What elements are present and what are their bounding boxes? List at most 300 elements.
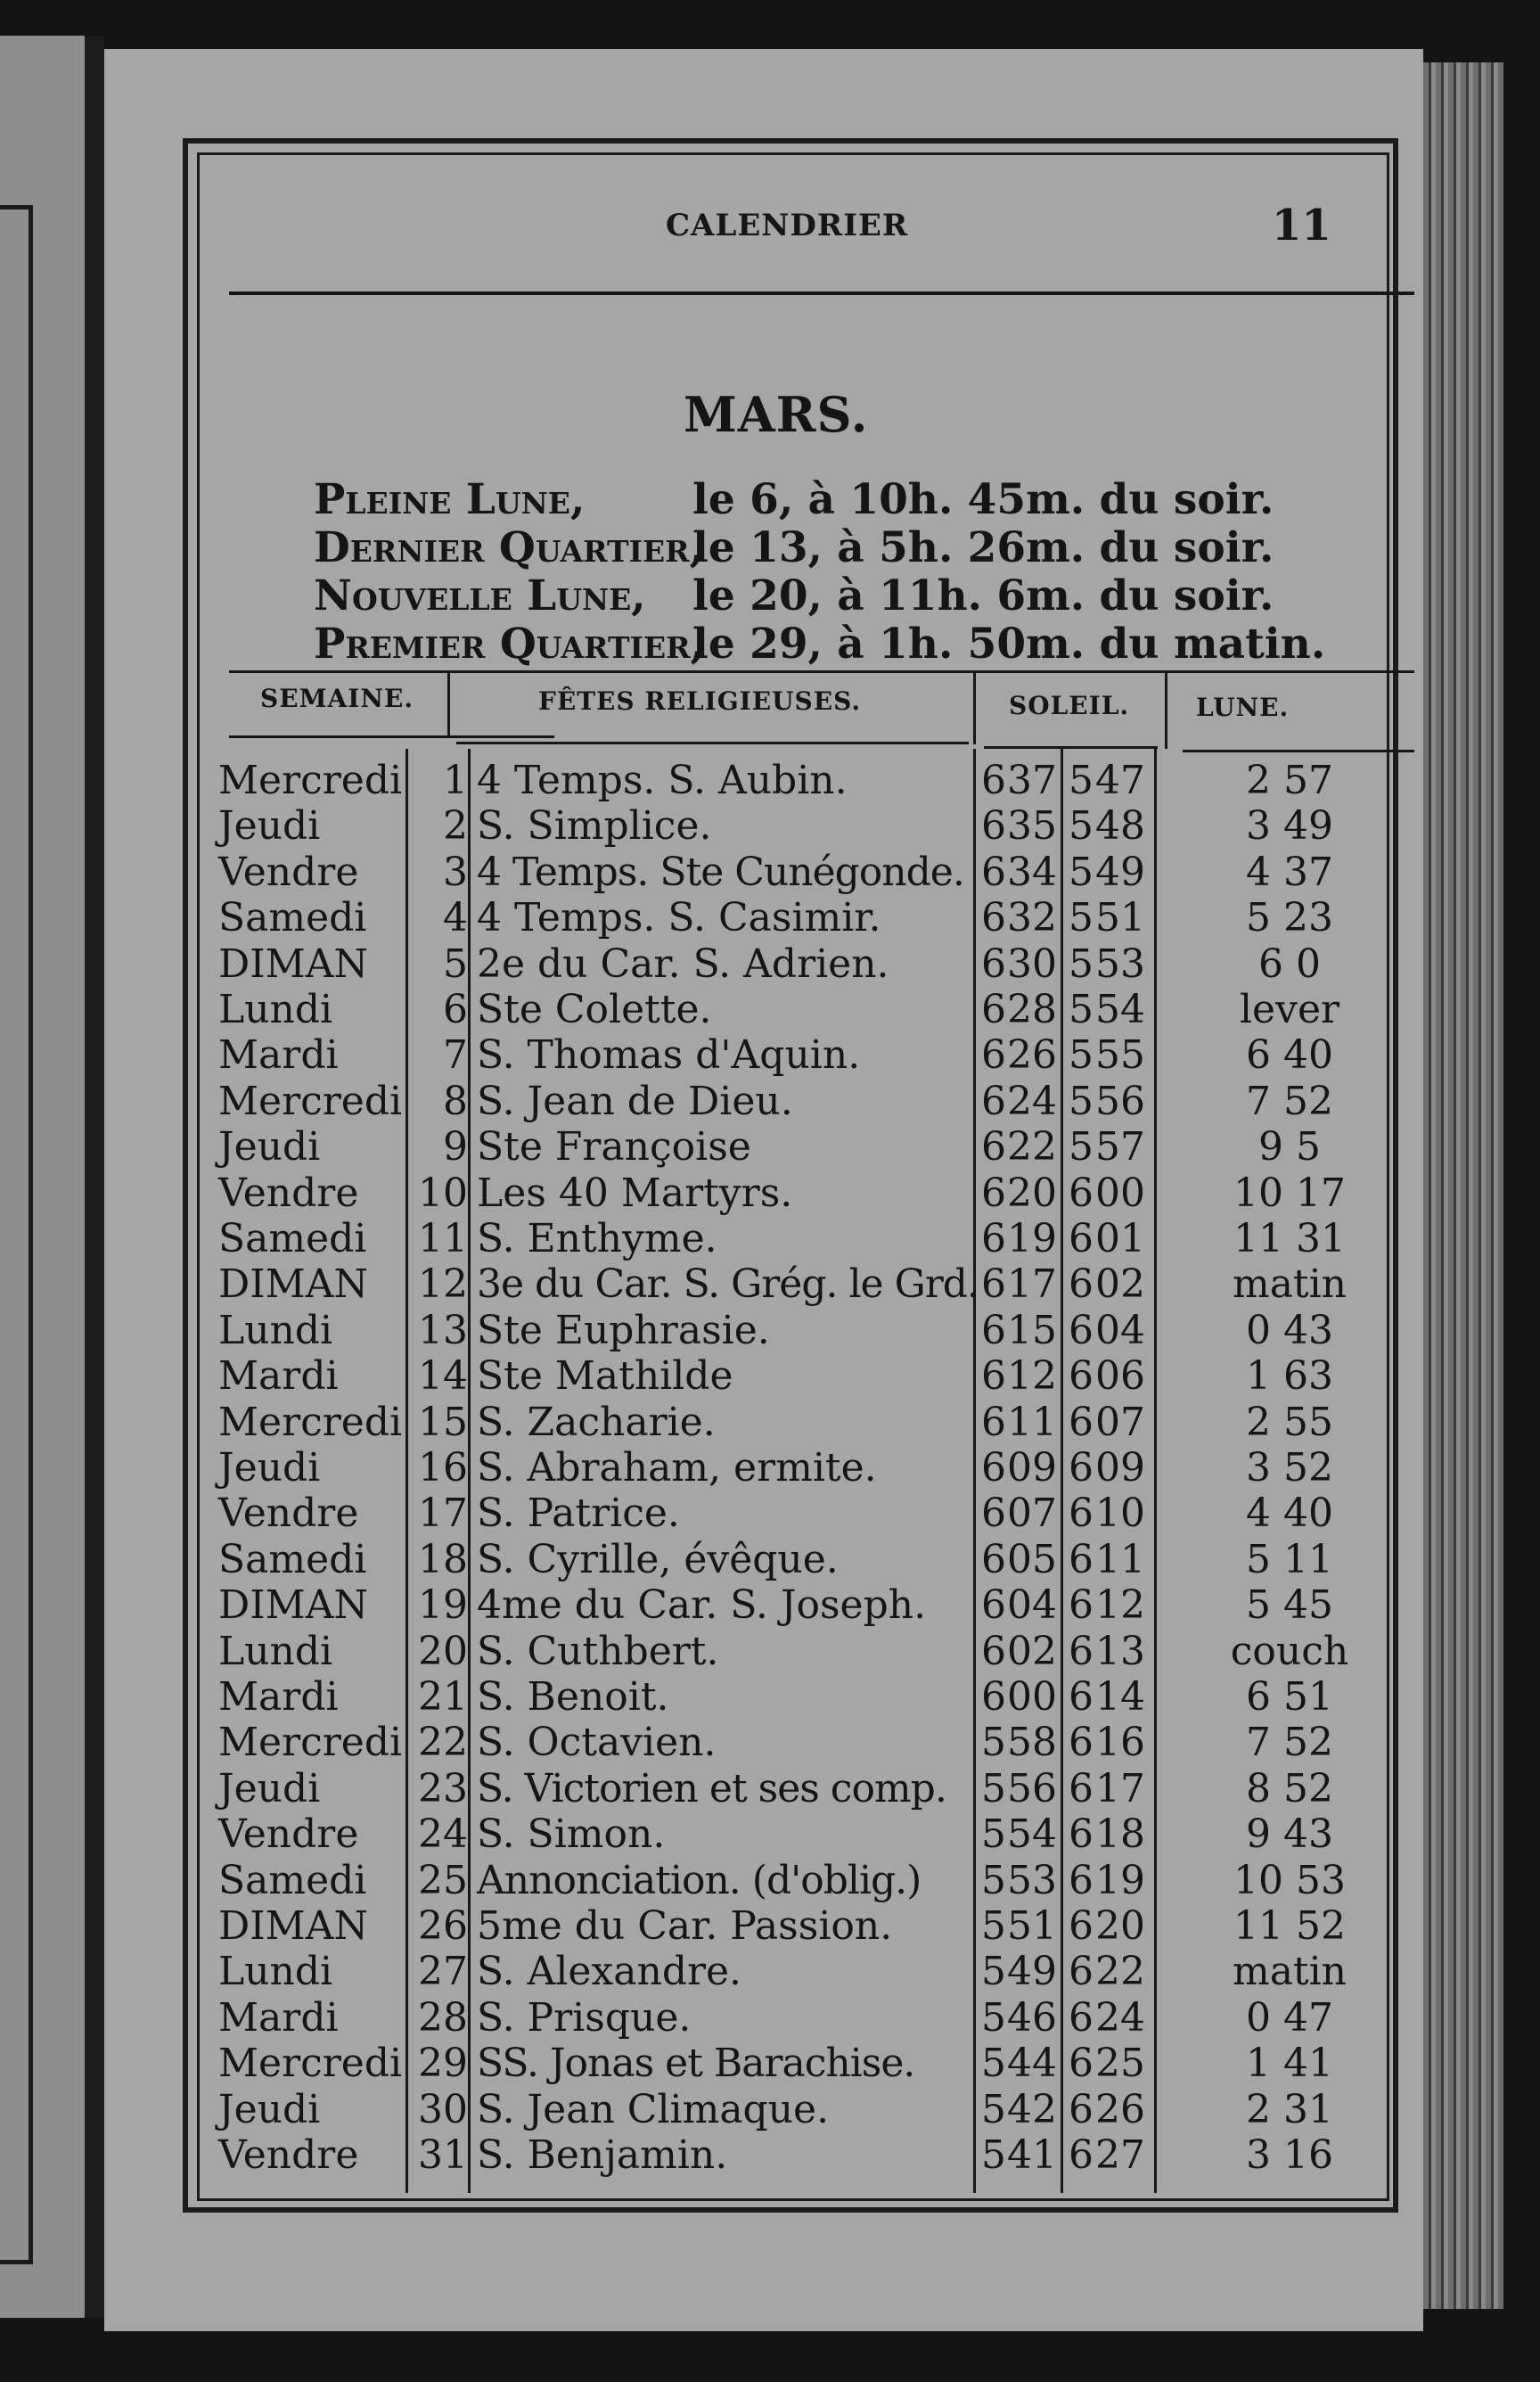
calendar-row	[104, 1124, 1423, 1170]
moon-time-cell: 7 52	[1246, 1078, 1333, 1124]
date-number-cell: 20	[418, 1628, 468, 1674]
sunrise-hour-cell: 5	[981, 1811, 1006, 1858]
sunset-minute-cell: 11	[1095, 1536, 1145, 1582]
feast-cell: S. Benjamin.	[477, 2132, 728, 2178]
sunset-hour-cell: 6	[1069, 1765, 1094, 1811]
weekday-cell: Vendre	[218, 2132, 359, 2178]
feast-cell: S. Prisque.	[477, 1994, 692, 2041]
sunrise-hour-cell: 5	[981, 2086, 1006, 2132]
sunrise-hour-cell: 6	[981, 1307, 1006, 1353]
sunrise-minute-cell: 56	[1007, 1765, 1057, 1811]
sunset-hour-cell: 6	[1069, 2086, 1094, 2132]
weekday-cell: Mercredi	[218, 1399, 403, 1445]
date-number-cell: 22	[418, 1720, 468, 1766]
sunset-minute-cell: 19	[1095, 1857, 1145, 1903]
moon-time-cell: 3 52	[1246, 1445, 1333, 1491]
sunset-minute-cell: 22	[1095, 1949, 1145, 1995]
sunrise-hour-cell: 6	[981, 1170, 1006, 1216]
date-number-cell: 13	[418, 1307, 468, 1353]
col-header-lune: LUNE.	[1196, 693, 1290, 722]
calendar-row	[104, 987, 1423, 1032]
moon-time-cell: 7 52	[1246, 1720, 1333, 1766]
date-number-cell: 15	[418, 1399, 468, 1445]
sunrise-minute-cell: 15	[1007, 1307, 1057, 1353]
sunrise-minute-cell: 51	[1007, 1903, 1057, 1949]
sunrise-hour-cell: 6	[981, 1078, 1006, 1124]
sunrise-minute-cell: 12	[1007, 1353, 1057, 1400]
feast-cell: Annonciation. (d'oblig.)	[477, 1857, 922, 1903]
running-title: CALENDRIER	[666, 208, 909, 243]
moon-phase-date: le 13, à 5h. 26m. du soir.	[692, 523, 1274, 572]
sunset-minute-cell: 53	[1095, 940, 1145, 987]
sunrise-minute-cell: 32	[1007, 895, 1057, 941]
sunrise-hour-cell: 6	[981, 940, 1006, 987]
calendar-row	[104, 2041, 1423, 2086]
weekday-cell: Jeudi	[218, 803, 321, 850]
sunrise-minute-cell: 44	[1007, 2041, 1057, 2087]
sunset-minute-cell: 27	[1095, 2132, 1145, 2178]
sunrise-minute-cell: 58	[1007, 1720, 1057, 1766]
date-number-cell: 4	[443, 895, 468, 941]
feast-cell: S. Zacharie.	[477, 1399, 716, 1445]
date-number-cell: 5	[443, 940, 468, 987]
calendar-row	[104, 1582, 1423, 1628]
sunrise-minute-cell: 00	[1007, 1674, 1057, 1720]
sunrise-hour-cell: 6	[981, 1582, 1006, 1629]
sunrise-minute-cell: 19	[1007, 1216, 1057, 1261]
moon-time-cell: 10 53	[1233, 1857, 1346, 1903]
feast-cell: 4 Temps. S. Casimir.	[477, 895, 881, 941]
sunset-hour-cell: 6	[1069, 1261, 1094, 1308]
sunrise-minute-cell: 41	[1007, 2132, 1057, 2178]
moon-time-cell: 3 16	[1246, 2132, 1333, 2178]
sunset-minute-cell: 13	[1095, 1628, 1145, 1674]
moon-time-cell: 6 0	[1258, 940, 1321, 987]
weekday-cell: Lundi	[218, 1949, 333, 1995]
feast-cell: 3e du Car. S. Grég. le Grd.	[477, 1261, 979, 1308]
sunrise-hour-cell: 5	[981, 1720, 1006, 1766]
moon-phase-line	[314, 571, 1274, 620]
sunset-minute-cell: 57	[1095, 1124, 1145, 1170]
sunrise-minute-cell: 42	[1007, 2086, 1057, 2132]
weekday-cell: Lundi	[218, 1307, 333, 1353]
feast-cell: Ste Mathilde	[477, 1353, 733, 1400]
weekday-cell: Jeudi	[218, 2086, 321, 2132]
calendar-row	[104, 1261, 1423, 1307]
calendar-row	[104, 895, 1423, 940]
sunset-minute-cell: 07	[1095, 1399, 1145, 1445]
weekday-cell: Vendre	[218, 1170, 359, 1216]
sunrise-hour-cell: 6	[981, 1124, 1006, 1170]
moon-phase-line	[314, 620, 1326, 669]
weekday-cell: Jeudi	[218, 1765, 321, 1811]
date-number-cell: 23	[418, 1765, 468, 1811]
sunset-hour-cell: 6	[1069, 1170, 1094, 1216]
moon-phase-line	[314, 475, 1274, 524]
feast-cell: S. Jean Climaque.	[477, 2086, 830, 2132]
weekday-cell: Mardi	[218, 1994, 339, 2041]
sunrise-hour-cell: 5	[981, 2041, 1006, 2087]
weekday-cell: Vendre	[218, 849, 359, 895]
sunset-minute-cell: 14	[1095, 1674, 1145, 1720]
sunrise-hour-cell: 6	[981, 758, 1006, 803]
calendar-row	[104, 941, 1423, 987]
moon-time-cell: 8 52	[1246, 1765, 1333, 1811]
sunrise-minute-cell: 07	[1007, 1491, 1057, 1537]
header-underline-lune	[1183, 750, 1414, 752]
moon-time-cell: lever	[1239, 987, 1340, 1032]
page-number: 11	[1272, 201, 1331, 251]
moon-time-cell: 9 43	[1246, 1811, 1333, 1858]
sunset-minute-cell: 20	[1095, 1903, 1145, 1949]
calendar-row	[104, 1720, 1423, 1765]
weekday-cell: DIMAN	[218, 940, 368, 987]
calendar-row	[104, 1079, 1423, 1124]
sunset-minute-cell: 56	[1095, 1078, 1145, 1124]
sunrise-minute-cell: 02	[1007, 1628, 1057, 1674]
sunrise-hour-cell: 6	[981, 1261, 1006, 1308]
header-underline-soleil	[984, 746, 1158, 749]
sunset-hour-cell: 5	[1069, 940, 1094, 987]
sunrise-hour-cell: 6	[981, 1353, 1006, 1400]
sunrise-hour-cell: 5	[981, 1903, 1006, 1949]
weekday-cell: Lundi	[218, 1628, 333, 1674]
sunrise-hour-cell: 6	[981, 1491, 1006, 1537]
feast-cell: S. Thomas d'Aquin.	[477, 1032, 861, 1079]
sunrise-minute-cell: 17	[1007, 1261, 1057, 1308]
moon-time-cell: couch	[1230, 1628, 1349, 1674]
weekday-cell: Samedi	[218, 1216, 367, 1261]
calendar-row	[104, 1491, 1423, 1536]
col-header-semaine: SEMAINE.	[260, 684, 414, 713]
sunset-minute-cell: 10	[1095, 1491, 1145, 1537]
feast-cell: S. Cuthbert.	[477, 1628, 719, 1674]
moon-phase-name: Dernier Quartier,	[314, 523, 704, 572]
col-header-fetes: FÊTES RELIGIEUSES.	[538, 686, 862, 716]
facing-page-edge	[0, 36, 85, 2318]
col-header-soleil: SOLEIL.	[1009, 691, 1130, 720]
moon-phase-name: Pleine Lune,	[314, 475, 586, 524]
sunset-hour-cell: 6	[1069, 1949, 1094, 1995]
feast-cell: S. Jean de Dieu.	[477, 1078, 793, 1124]
sunset-hour-cell: 6	[1069, 1216, 1094, 1261]
facing-page-frame	[0, 205, 33, 2264]
calendar-row	[104, 850, 1423, 895]
sunrise-minute-cell: 46	[1007, 1994, 1057, 2041]
sunset-hour-cell: 5	[1069, 895, 1094, 941]
weekday-cell: DIMAN	[218, 1261, 368, 1308]
sunset-minute-cell: 47	[1095, 758, 1145, 803]
sunrise-hour-cell: 6	[981, 987, 1006, 1032]
date-number-cell: 26	[418, 1903, 468, 1949]
moon-time-cell: 1 63	[1246, 1353, 1333, 1400]
feast-cell: S. Patrice.	[477, 1491, 680, 1537]
sunrise-minute-cell: 54	[1007, 1811, 1057, 1858]
calendar-row	[104, 1858, 1423, 1903]
feast-cell: Ste Colette.	[477, 987, 712, 1032]
moon-time-cell: 4 37	[1246, 849, 1333, 895]
moon-time-cell: 2 57	[1246, 758, 1333, 803]
sunset-hour-cell: 6	[1069, 1582, 1094, 1629]
sunset-minute-cell: 55	[1095, 1032, 1145, 1079]
calendar-row	[104, 1674, 1423, 1720]
sunrise-minute-cell: 04	[1007, 1582, 1057, 1629]
sunset-minute-cell: 12	[1095, 1582, 1145, 1629]
weekday-cell: DIMAN	[218, 1903, 368, 1949]
sunrise-hour-cell: 6	[981, 1216, 1006, 1261]
sunset-minute-cell: 01	[1095, 1216, 1145, 1261]
moon-time-cell: 6 40	[1246, 1032, 1333, 1079]
sunset-minute-cell: 26	[1095, 2086, 1145, 2132]
sunset-minute-cell: 51	[1095, 895, 1145, 941]
month-title: MARS.	[684, 386, 869, 443]
sunset-minute-cell: 04	[1095, 1307, 1145, 1353]
weekday-cell: Mercredi	[218, 2041, 403, 2087]
calendar-row	[104, 803, 1423, 849]
sunset-hour-cell: 6	[1069, 2041, 1094, 2087]
date-number-cell: 8	[443, 1078, 468, 1124]
feast-cell: 4me du Car. S. Joseph.	[477, 1582, 927, 1629]
date-number-cell: 29	[418, 2041, 468, 2087]
moon-time-cell: 6 51	[1246, 1674, 1333, 1720]
weekday-cell: Lundi	[218, 987, 333, 1032]
moon-phase-date: le 6, à 10h. 45m. du soir.	[692, 475, 1274, 524]
sunset-minute-cell: 02	[1095, 1261, 1145, 1308]
sunset-minute-cell: 49	[1095, 849, 1145, 895]
moon-time-cell: 0 47	[1246, 1994, 1333, 2041]
calendar-row	[104, 1537, 1423, 1582]
date-number-cell: 24	[418, 1811, 468, 1858]
sunrise-minute-cell: 28	[1007, 987, 1057, 1032]
weekday-cell: Mardi	[218, 1032, 339, 1079]
feast-cell: S. Victorien et ses comp.	[477, 1765, 946, 1811]
sunset-hour-cell: 5	[1069, 758, 1094, 803]
feast-cell: 2e du Car. S. Adrien.	[477, 940, 889, 987]
feast-cell: S. Simon.	[477, 1811, 666, 1858]
sunset-hour-cell: 5	[1069, 849, 1094, 895]
sunset-minute-cell: 09	[1095, 1445, 1145, 1491]
date-number-cell: 6	[443, 987, 468, 1032]
sunrise-minute-cell: 34	[1007, 849, 1057, 895]
feast-cell: S. Alexandre.	[477, 1949, 742, 1995]
sunset-hour-cell: 6	[1069, 1399, 1094, 1445]
date-number-cell: 19	[418, 1582, 468, 1629]
sunrise-hour-cell: 6	[981, 803, 1006, 850]
date-number-cell: 16	[418, 1445, 468, 1491]
sunset-minute-cell: 25	[1095, 2041, 1145, 2087]
sunset-hour-cell: 6	[1069, 1628, 1094, 1674]
moon-time-cell: 5 11	[1246, 1536, 1333, 1582]
moon-phase-date: le 20, à 11h. 6m. du soir.	[692, 571, 1274, 620]
sunrise-minute-cell: 05	[1007, 1536, 1057, 1582]
weekday-cell: Jeudi	[218, 1124, 321, 1170]
sunrise-minute-cell: 20	[1007, 1170, 1057, 1216]
date-number-cell: 25	[418, 1857, 468, 1903]
moon-time-cell: 11 52	[1233, 1903, 1346, 1949]
feast-cell: 5me du Car. Passion.	[477, 1903, 893, 1949]
sunrise-hour-cell: 6	[981, 1536, 1006, 1582]
feast-cell: S. Octavien.	[477, 1720, 717, 1766]
moon-phase-name: Premier Quartier,	[314, 620, 705, 669]
book-gutter	[85, 36, 104, 2318]
moon-time-cell: 4 40	[1246, 1491, 1333, 1537]
sunrise-minute-cell: 53	[1007, 1857, 1057, 1903]
date-number-cell: 9	[443, 1124, 468, 1170]
sunset-hour-cell: 5	[1069, 803, 1094, 850]
feast-cell: S. Cyrille, évêque.	[477, 1536, 839, 1582]
sunset-hour-cell: 6	[1069, 1903, 1094, 1949]
moon-phase-line	[314, 523, 1274, 572]
feast-cell: S. Benoit.	[477, 1674, 669, 1720]
sunrise-minute-cell: 24	[1007, 1078, 1057, 1124]
calendar-row	[104, 1400, 1423, 1445]
sunset-minute-cell: 06	[1095, 1353, 1145, 1400]
header-underline-fetes	[456, 742, 969, 744]
calendar-row	[104, 1766, 1423, 1811]
date-number-cell: 31	[418, 2132, 468, 2178]
sunset-hour-cell: 6	[1069, 1674, 1094, 1720]
calendar-row	[104, 1308, 1423, 1353]
moon-time-cell: matin	[1232, 1949, 1348, 1995]
calendar-row	[104, 1170, 1423, 1216]
calendar-row	[104, 758, 1423, 803]
sunset-hour-cell: 6	[1069, 2132, 1094, 2178]
sunset-hour-cell: 6	[1069, 1994, 1094, 2041]
sunset-hour-cell: 5	[1069, 987, 1094, 1032]
sunset-minute-cell: 24	[1095, 1994, 1145, 2041]
divider-fetes	[973, 673, 976, 744]
calendar-row	[104, 1353, 1423, 1399]
sunrise-hour-cell: 5	[981, 1994, 1006, 2041]
weekday-cell: Jeudi	[218, 1445, 321, 1491]
moon-time-cell: 10 17	[1233, 1170, 1346, 1216]
calendar-row	[104, 1903, 1423, 1949]
weekday-cell: Mardi	[218, 1353, 339, 1400]
sunset-hour-cell: 6	[1069, 1491, 1094, 1537]
calendar-row	[104, 1216, 1423, 1261]
calendar-row	[104, 2132, 1423, 2178]
moon-time-cell: 11 31	[1233, 1216, 1346, 1261]
sunrise-hour-cell: 6	[981, 1674, 1006, 1720]
header-rule	[229, 292, 1414, 295]
feast-cell: 4 Temps. S. Aubin.	[477, 758, 848, 803]
page-stack-edge	[1423, 62, 1503, 2309]
sunrise-hour-cell: 5	[981, 1857, 1006, 1903]
date-number-cell: 17	[418, 1491, 468, 1537]
almanac-page	[104, 49, 1423, 2331]
sunrise-hour-cell: 6	[981, 1628, 1006, 1674]
feast-cell: S. Abraham, ermite.	[477, 1445, 877, 1491]
sunset-hour-cell: 6	[1069, 1857, 1094, 1903]
moon-phase-date: le 29, à 1h. 50m. du matin.	[692, 620, 1326, 669]
calendar-row	[104, 1949, 1423, 1994]
sunrise-hour-cell: 6	[981, 1032, 1006, 1079]
sunset-hour-cell: 5	[1069, 1078, 1094, 1124]
sunset-hour-cell: 6	[1069, 1720, 1094, 1766]
feast-cell: 4 Temps. Ste Cunégonde.	[477, 849, 964, 895]
sunset-hour-cell: 6	[1069, 1307, 1094, 1353]
sunset-hour-cell: 6	[1069, 1445, 1094, 1491]
date-number-cell: 11	[418, 1216, 468, 1261]
sunset-hour-cell: 6	[1069, 1811, 1094, 1858]
calendar-row	[104, 1811, 1423, 1857]
feast-cell: S. Enthyme.	[477, 1216, 717, 1261]
moon-time-cell: matin	[1232, 1261, 1348, 1308]
sunrise-hour-cell: 5	[981, 1765, 1006, 1811]
sunrise-hour-cell: 6	[981, 849, 1006, 895]
sunset-hour-cell: 6	[1069, 1353, 1094, 1400]
date-number-cell: 1	[443, 758, 468, 803]
weekday-cell: Mardi	[218, 1674, 339, 1720]
moon-time-cell: 5 45	[1246, 1582, 1333, 1629]
feast-cell: S. Simplice.	[477, 803, 712, 850]
feast-cell: Les 40 Martyrs.	[477, 1170, 793, 1216]
sunset-hour-cell: 6	[1069, 1536, 1094, 1582]
sunrise-hour-cell: 5	[981, 2132, 1006, 2178]
sunset-minute-cell: 00	[1095, 1170, 1145, 1216]
moon-time-cell: 3 49	[1246, 803, 1333, 850]
weekday-cell: Mercredi	[218, 1078, 403, 1124]
calendar-row	[104, 1629, 1423, 1674]
sunrise-hour-cell: 6	[981, 895, 1006, 941]
sunset-minute-cell: 17	[1095, 1765, 1145, 1811]
date-number-cell: 18	[418, 1536, 468, 1582]
moon-phase-name: Nouvelle Lune,	[314, 571, 646, 620]
moon-time-cell: 2 55	[1246, 1399, 1333, 1445]
sunrise-minute-cell: 49	[1007, 1949, 1057, 1995]
weekday-cell: Samedi	[218, 1536, 367, 1582]
date-number-cell: 30	[418, 2086, 468, 2132]
sunrise-hour-cell: 6	[981, 1399, 1006, 1445]
moon-time-cell: 1 41	[1246, 2041, 1333, 2087]
weekday-cell: Mercredi	[218, 758, 403, 803]
weekday-cell: Vendre	[218, 1811, 359, 1858]
date-number-cell: 14	[418, 1353, 468, 1400]
sunset-minute-cell: 18	[1095, 1811, 1145, 1858]
calendar-row	[104, 1032, 1423, 1078]
date-number-cell: 27	[418, 1949, 468, 1995]
header-underline-semaine	[229, 735, 554, 738]
sunrise-minute-cell: 35	[1007, 803, 1057, 850]
sunset-minute-cell: 48	[1095, 803, 1145, 850]
table-top-rule	[229, 670, 1414, 673]
sunrise-minute-cell: 09	[1007, 1445, 1057, 1491]
sunrise-hour-cell: 6	[981, 1445, 1006, 1491]
calendar-row	[104, 2087, 1423, 2132]
moon-time-cell: 5 23	[1246, 895, 1333, 941]
sunrise-minute-cell: 26	[1007, 1032, 1057, 1079]
sunrise-minute-cell: 11	[1007, 1399, 1057, 1445]
calendar-row	[104, 1995, 1423, 2041]
weekday-cell: Mercredi	[218, 1720, 403, 1766]
divider-semaine	[447, 673, 450, 735]
sunrise-hour-cell: 5	[981, 1949, 1006, 1995]
sunset-hour-cell: 5	[1069, 1124, 1094, 1170]
sunset-hour-cell: 5	[1069, 1032, 1094, 1079]
moon-time-cell: 0 43	[1246, 1307, 1333, 1353]
weekday-cell: Samedi	[218, 1857, 367, 1903]
moon-time-cell: 2 31	[1246, 2086, 1333, 2132]
weekday-cell: Vendre	[218, 1491, 359, 1537]
divider-soleil	[1165, 673, 1167, 749]
sunrise-minute-cell: 30	[1007, 940, 1057, 987]
moon-time-cell: 9 5	[1258, 1124, 1321, 1170]
feast-cell: SS. Jonas et Barachise.	[477, 2041, 915, 2087]
feast-cell: Ste Euphrasie.	[477, 1307, 770, 1353]
feast-cell: Ste Françoise	[477, 1124, 751, 1170]
date-number-cell: 3	[443, 849, 468, 895]
date-number-cell: 10	[418, 1170, 468, 1216]
